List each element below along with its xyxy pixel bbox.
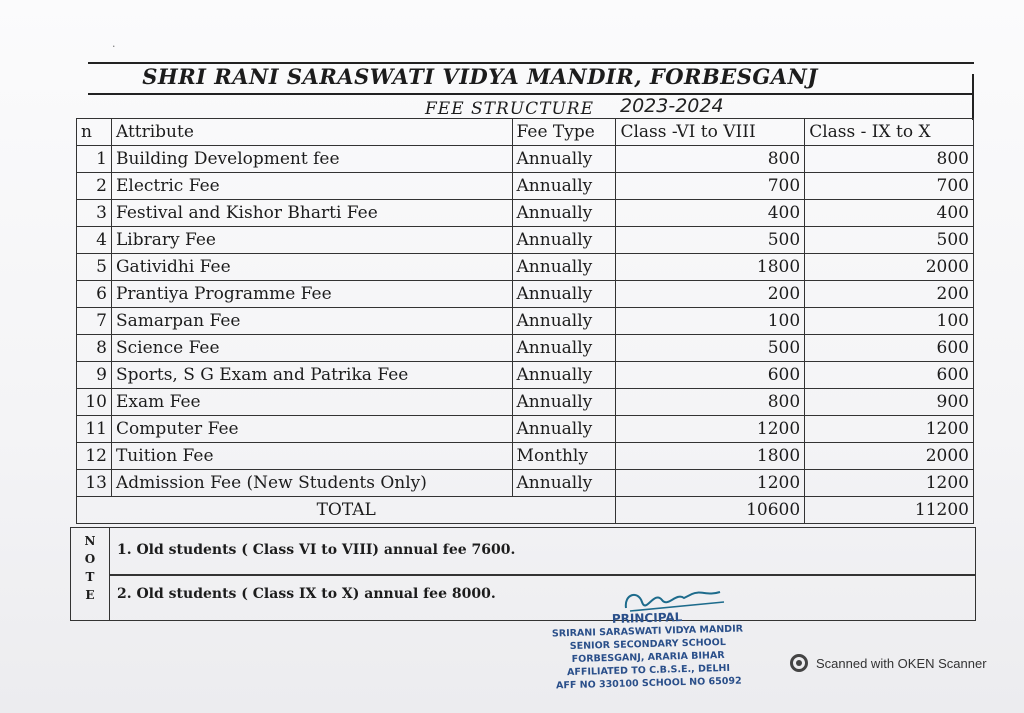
row-class-vi-viii: 400 xyxy=(616,200,805,227)
row-fee-type: Annually xyxy=(512,335,616,362)
row-sn: 3 xyxy=(77,200,112,227)
table-row xyxy=(77,470,974,497)
row-class-ix-x: 500 xyxy=(805,227,974,254)
row-sn: 9 xyxy=(77,362,112,389)
fee-structure-subtitle: FEE STRUCTURE xyxy=(425,99,595,119)
title-rule xyxy=(88,93,974,95)
table-row xyxy=(77,443,974,470)
row-sn: 5 xyxy=(77,254,112,281)
stamp-line: PRINCIPAL xyxy=(611,610,683,626)
table-row xyxy=(77,308,974,335)
stamp-line: FORBESGANJ, ARARIA BIHAR xyxy=(571,649,725,665)
row-class-ix-x: 800 xyxy=(805,146,974,173)
row-attribute: Festival and Kishor Bharti Fee xyxy=(111,200,512,227)
table-row xyxy=(77,389,974,416)
row-sn: 1 xyxy=(77,146,112,173)
row-fee-type: Annually xyxy=(512,281,616,308)
title-right-border xyxy=(972,74,974,120)
row-fee-type: Monthly xyxy=(512,443,616,470)
stamp-line: AFF NO 330100 SCHOOL NO 65092 xyxy=(555,675,742,692)
school-title: SHRI RANI SARASWATI VIDYA MANDIR, FORBESGANJ xyxy=(142,64,818,89)
note-item-1: 1. Old students ( Class VI to VIII) annual fee 7600. xyxy=(117,542,516,558)
note-side-label xyxy=(71,528,110,620)
table-row xyxy=(77,335,974,362)
notes-box xyxy=(70,527,976,621)
total-class-vi-viii: 10600 xyxy=(616,497,805,524)
row-class-vi-viii: 1800 xyxy=(616,443,805,470)
row-class-ix-x: 200 xyxy=(805,281,974,308)
row-fee-type: Annually xyxy=(512,227,616,254)
row-class-vi-viii: 600 xyxy=(616,362,805,389)
scanner-watermark xyxy=(790,654,987,672)
stamp-line: SENIOR SECONDARY SCHOOL xyxy=(569,636,726,653)
row-sn: 7 xyxy=(77,308,112,335)
row-attribute: Samarpan Fee xyxy=(111,308,512,335)
row-sn: 10 xyxy=(77,389,112,416)
row-fee-type: Annually xyxy=(512,389,616,416)
row-class-ix-x: 1200 xyxy=(805,416,974,443)
row-class-ix-x: 2000 xyxy=(805,443,974,470)
row-attribute: Admission Fee (New Students Only) xyxy=(111,470,512,497)
row-attribute: Sports, S G Exam and Patrika Fee xyxy=(111,362,512,389)
row-class-vi-viii: 1200 xyxy=(616,470,805,497)
table-row xyxy=(77,200,974,227)
row-fee-type: Annually xyxy=(512,146,616,173)
row-fee-type: Annually xyxy=(512,200,616,227)
row-class-ix-x: 100 xyxy=(805,308,974,335)
total-label: TOTAL xyxy=(77,497,616,524)
row-class-vi-viii: 1800 xyxy=(616,254,805,281)
row-class-vi-viii: 100 xyxy=(616,308,805,335)
row-sn: 13 xyxy=(77,470,112,497)
row-fee-type: Annually xyxy=(512,416,616,443)
header-sn: n xyxy=(77,119,112,146)
total-class-ix-x: 11200 xyxy=(805,497,974,524)
header-class-vi-viii: Class -VI to VIII xyxy=(616,119,805,146)
row-sn: 8 xyxy=(77,335,112,362)
row-fee-type: Annually xyxy=(512,254,616,281)
row-attribute: Electric Fee xyxy=(111,173,512,200)
row-sn: 12 xyxy=(77,443,112,470)
row-class-vi-viii: 1200 xyxy=(616,416,805,443)
row-fee-type: Annually xyxy=(512,173,616,200)
note-letter: E xyxy=(85,588,95,602)
stamp-line: AFFILIATED TO C.B.S.E., DELHI xyxy=(566,662,731,679)
table-row xyxy=(77,416,974,443)
row-sn: 4 xyxy=(77,227,112,254)
row-class-vi-viii: 200 xyxy=(616,281,805,308)
row-class-ix-x: 1200 xyxy=(805,470,974,497)
row-class-vi-viii: 500 xyxy=(616,227,805,254)
row-class-ix-x: 600 xyxy=(805,362,974,389)
row-sn: 6 xyxy=(77,281,112,308)
row-class-ix-x: 400 xyxy=(805,200,974,227)
row-class-vi-viii: 800 xyxy=(616,389,805,416)
scanner-logo-icon xyxy=(790,654,808,672)
row-class-ix-x: 700 xyxy=(805,173,974,200)
note-item-2: 2. Old students ( Class IX to X) annual fee 8000. xyxy=(117,586,496,602)
row-fee-type: Annually xyxy=(512,362,616,389)
header-fee-type: Fee Type xyxy=(512,119,616,146)
row-class-ix-x: 2000 xyxy=(805,254,974,281)
stamp-line: SRIRANI SARASWATI VIDYA MANDIR xyxy=(551,623,744,640)
header-class-ix-x: Class - IX to X xyxy=(805,119,974,146)
scanner-text: Scanned with OKEN Scanner xyxy=(816,655,987,671)
row-sn: 11 xyxy=(77,416,112,443)
note-divider xyxy=(109,574,975,576)
table-header-row xyxy=(77,119,974,146)
table-row xyxy=(77,362,974,389)
row-sn: 2 xyxy=(77,173,112,200)
principal-stamp xyxy=(547,609,749,692)
fee-table xyxy=(76,118,974,524)
row-attribute: Computer Fee xyxy=(111,416,512,443)
header-attribute: Attribute xyxy=(111,119,512,146)
row-class-vi-viii: 700 xyxy=(616,173,805,200)
row-fee-type: Annually xyxy=(512,470,616,497)
handwritten-year: 2023-2024 xyxy=(620,95,724,117)
table-row xyxy=(77,146,974,173)
row-attribute: Exam Fee xyxy=(111,389,512,416)
row-attribute: Prantiya Programme Fee xyxy=(111,281,512,308)
row-class-ix-x: 900 xyxy=(805,389,974,416)
row-attribute: Gatividhi Fee xyxy=(111,254,512,281)
total-row xyxy=(77,497,974,524)
row-attribute: Building Development fee xyxy=(111,146,512,173)
note-letter: N xyxy=(84,534,96,548)
note-letter: O xyxy=(84,552,96,566)
row-fee-type: Annually xyxy=(512,308,616,335)
table-row xyxy=(77,254,974,281)
row-attribute: Science Fee xyxy=(111,335,512,362)
row-class-vi-viii: 500 xyxy=(616,335,805,362)
paper-speck: · xyxy=(112,40,116,53)
row-attribute: Tuition Fee xyxy=(111,443,512,470)
table-row xyxy=(77,173,974,200)
note-letter: T xyxy=(85,570,95,584)
row-attribute: Library Fee xyxy=(111,227,512,254)
row-class-ix-x: 600 xyxy=(805,335,974,362)
row-class-vi-viii: 800 xyxy=(616,146,805,173)
table-row xyxy=(77,281,974,308)
table-row xyxy=(77,227,974,254)
